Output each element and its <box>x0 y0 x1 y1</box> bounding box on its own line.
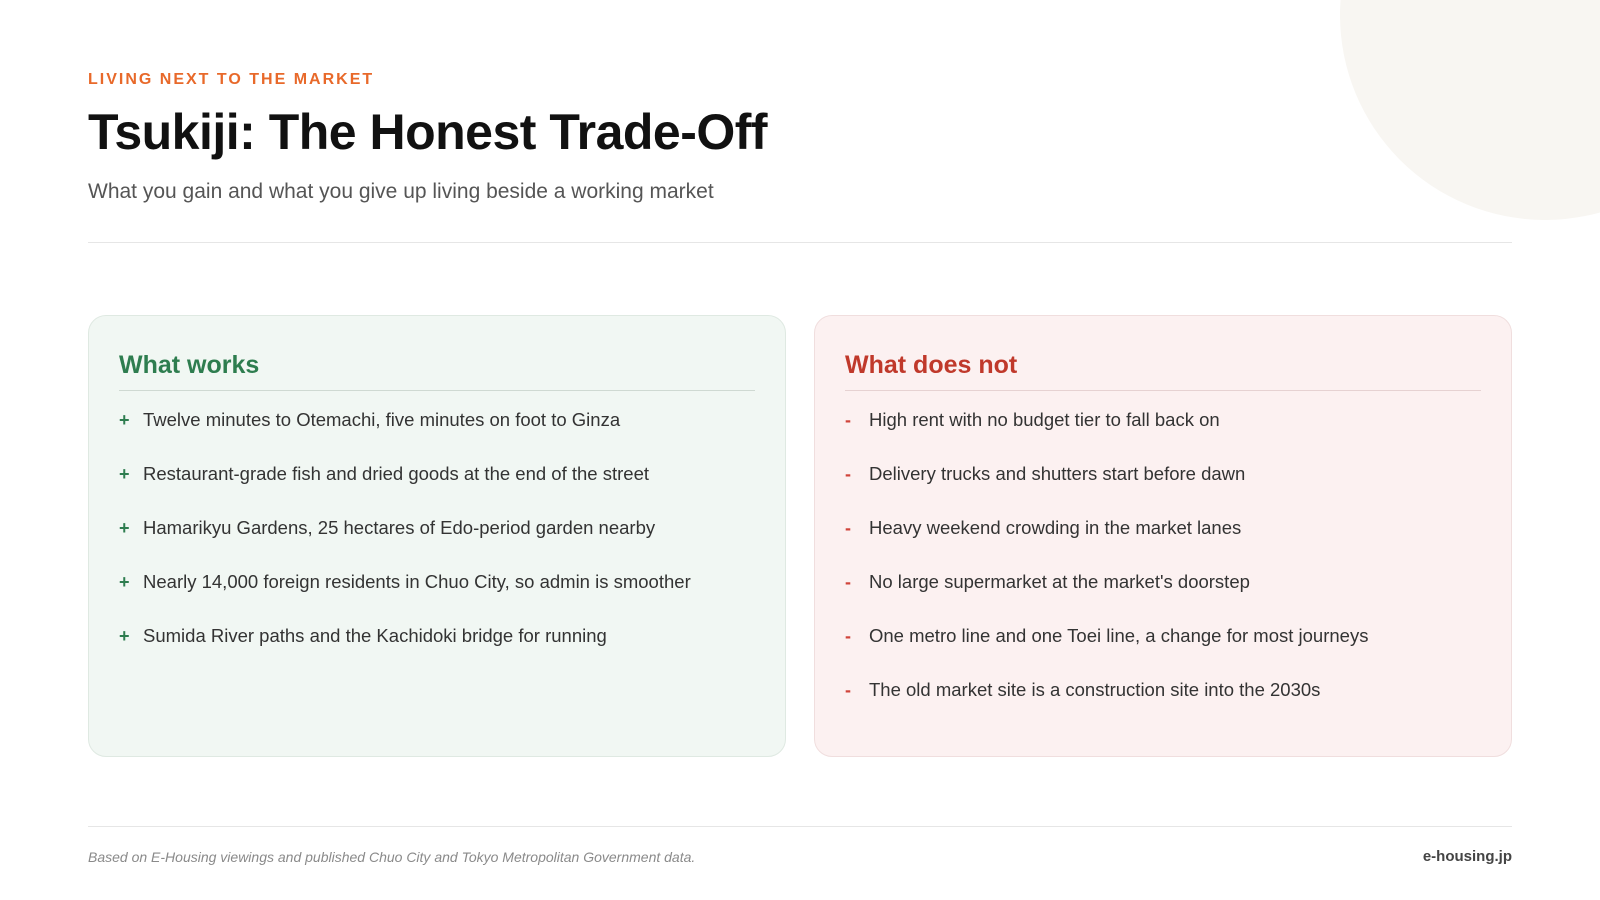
source-note: Based on E-Housing viewings and published Chuo City and Tokyo Metropolitan Government data. <box>88 849 696 865</box>
pros-item-text: Sumida River paths and the Kachidoki bridge for running <box>143 625 607 646</box>
plus-icon: + <box>119 463 130 484</box>
cons-item-text: Delivery trucks and shutters start before dawn <box>869 463 1246 484</box>
cons-item-text: No large supermarket at the market's doorstep <box>869 571 1250 592</box>
list-item <box>119 609 755 663</box>
list-item <box>119 393 755 447</box>
minus-icon: - <box>845 409 851 430</box>
pros-title: What works <box>119 348 755 391</box>
cons-item-text: Heavy weekend crowding in the market lanes <box>869 517 1242 538</box>
list-item <box>845 609 1481 663</box>
list-item <box>119 501 755 555</box>
cons-item-text: One metro line and one Toei line, a change for most journeys <box>869 625 1369 646</box>
minus-icon: - <box>845 463 851 484</box>
plus-icon: + <box>119 625 130 646</box>
cons-item-text: The old market site is a construction site into the 2030s <box>869 679 1321 700</box>
pros-list <box>119 393 755 663</box>
list-item <box>845 555 1481 609</box>
plus-icon: + <box>119 571 130 592</box>
cons-item-text: High rent with no budget tier to fall back on <box>869 409 1220 430</box>
cons-card <box>814 315 1512 757</box>
page-title: Tsukiji: The Honest Trade-Off <box>88 104 768 160</box>
eyebrow-label: LIVING NEXT TO THE MARKET <box>88 71 375 88</box>
cons-title: What does not <box>845 348 1481 391</box>
header-divider <box>88 242 1512 243</box>
footer-divider <box>88 826 1512 827</box>
plus-icon: + <box>119 409 130 430</box>
header <box>88 70 1512 206</box>
list-item <box>845 447 1481 501</box>
pros-item-text: Hamarikyu Gardens, 25 hectares of Edo-period garden nearby <box>143 517 656 538</box>
plus-icon: + <box>119 517 130 538</box>
cons-list <box>845 393 1481 717</box>
list-item <box>845 663 1481 717</box>
list-item <box>119 447 755 501</box>
list-item <box>845 393 1481 447</box>
pros-item-text: Twelve minutes to Otemachi, five minutes on foot to Ginza <box>143 409 621 430</box>
minus-icon: - <box>845 679 851 700</box>
pros-item-text: Restaurant-grade fish and dried goods at the end of the street <box>143 463 649 484</box>
pros-item-text: Nearly 14,000 foreign residents in Chuo City, so admin is smoother <box>143 571 691 592</box>
brand-link[interactable]: e-housing.jp <box>1422 848 1512 865</box>
minus-icon: - <box>845 571 851 592</box>
minus-icon: - <box>845 625 851 646</box>
minus-icon: - <box>845 517 851 538</box>
list-item <box>845 501 1481 555</box>
page-subtitle: What you gain and what you give up living beside a working market <box>88 180 714 203</box>
list-item <box>119 555 755 609</box>
pros-card <box>88 315 786 757</box>
